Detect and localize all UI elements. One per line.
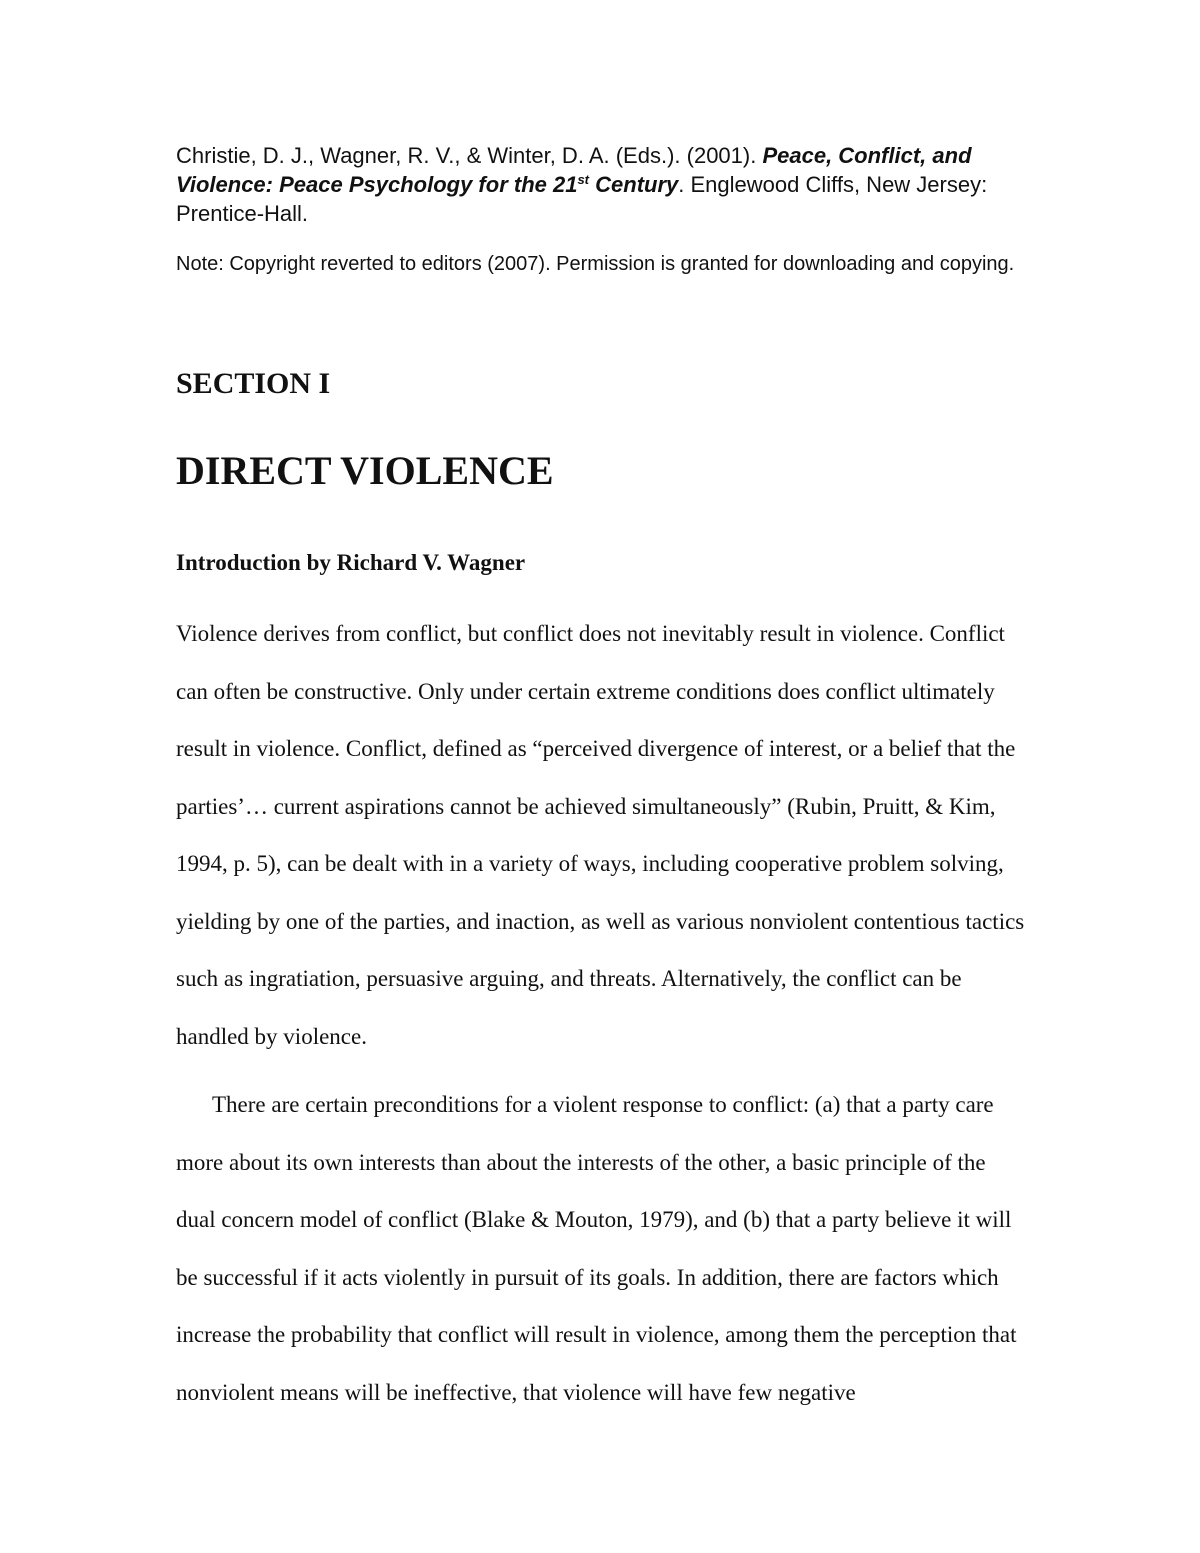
- citation: [176, 141, 1036, 228]
- citation-authors: Christie, D. J., Wagner, R. V., & Winter, D. A. (Eds.). (2001).: [176, 143, 763, 168]
- citation-title-end: Century: [589, 172, 679, 197]
- section-title: DIRECT VIOLENCE: [176, 448, 554, 493]
- introduction-heading: Introduction by Richard V. Wagner: [176, 550, 526, 575]
- body-paragraph: There are certain preconditions for a violent response to conflict: (a) that a party care more about its own interests than about the interests of the other, a basic principle of the dual concern model of conflict (Blake & Mouton, 1979), and (b) that a party believe it will be successful if it acts violently in pursuit of its goals. In addition, there are factors which increase the probability that conflict will result in violence, among them the perception that nonviolent means will be ineffective, that violence will have few negative: [176, 1092, 1017, 1405]
- citation-publisher: . Englewood Cliffs, New Jersey: Prentice-Hall.: [176, 172, 988, 226]
- body-paragraph: Violence derives from conflict, but conflict does not inevitably result in violence. Conflict can often be constructive. Only under certain extreme conditions does conflict ultimately result in violence. Conflict, defined as “perceived divergence of interest, or a belief that the parties’… current aspirations cannot be achieved simultaneously” (Rubin, Pruitt, & Kim, 1994, p. 5), can be dealt with in a variety of ways, including cooperative problem solving, yielding by one of the parties, and inaction, as well as various nonviolent contentious tactics such as ingratiation, persuasive arguing, and threats. Alternatively, the conflict can be handled by violence.: [176, 621, 1025, 1049]
- section-label: SECTION I: [176, 367, 331, 400]
- citation-title-superscript: st: [577, 172, 590, 187]
- citation-title: Peace, Conflict, and Violence: Peace Psychology for the 21: [176, 143, 972, 197]
- copyright-note: Note: Copyright reverted to editors (2007). Permission is granted for downloading and copying.: [176, 253, 1015, 275]
